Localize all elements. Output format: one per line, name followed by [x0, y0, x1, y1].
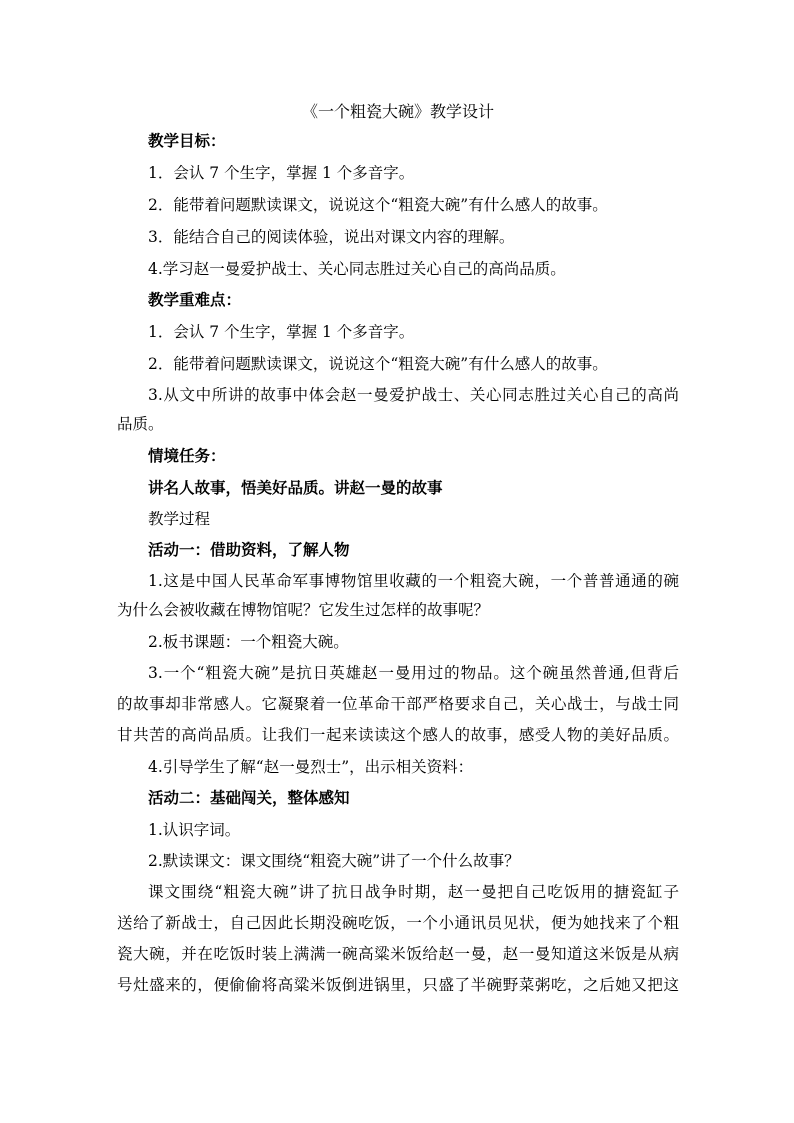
summary-line-3: 瓷大碗，并在吃饭时装上满满一碗高粱米饭给赵一曼，赵一曼知道这米饭是从病: [117, 945, 679, 963]
activity-1-heading: 活动一：借助资料，了解人物: [148, 540, 350, 559]
activity-2-heading: 活动二：基础闯关，整体感知: [148, 788, 350, 807]
summary-line-1: 课文围绕“粗瓷大碗”讲了抗日战争时期，赵一曼把自己吃饭用的搪瓷缸子: [148, 883, 679, 901]
objectives-heading: 教学目标：: [148, 131, 226, 150]
key-point-item-1: 1．会认 7 个生字，掌握 1 个多音字。: [148, 323, 415, 341]
activity-1-item-3-line-2: 的故事却非常感人。它凝聚着一位革命干部严格要求自己，关心战士，与战士同: [117, 695, 679, 713]
process-heading: 教学过程: [148, 510, 211, 528]
summary-line-4: 号灶盛来的，便偷偷将高粱米饭倒进锅里，只盛了半碗野菜粥吃，之后她又把这: [117, 976, 679, 994]
task-heading: 情境任务：: [148, 446, 226, 465]
activity-1-item-2: 2.板书课题：一个粗瓷大碗。: [148, 633, 349, 651]
objective-item-2: 2．能带着问题默读课文，说说这个“粗瓷大碗”有什么感人的故事。: [148, 196, 608, 214]
key-point-item-3-line-1: 3.从文中所讲的故事中体会赵一曼爱护战士、关心同志胜过关心自己的高尚: [148, 386, 679, 404]
objective-item-4: 4.学习赵一曼爱护战士、关心同志胜过关心自己的高尚品质。: [148, 260, 566, 278]
objective-item-1: 1．会认 7 个生字，掌握 1 个多音字。: [148, 164, 415, 182]
activity-1-item-4: 4.引导学生了解“赵一曼烈士”，出示相关资料：: [148, 758, 474, 776]
activity-1-item-3-line-3: 甘共苦的高尚品质。让我们一起来读读这个感人的故事，感受人物的美好品质。: [117, 726, 679, 744]
activity-1-item-1-line-2: 为什么会被收藏在博物馆呢？它发生过怎样的故事呢？: [117, 601, 490, 619]
task-text: 讲名人故事，悟美好品质。讲赵一曼的故事: [148, 478, 443, 497]
summary-line-2: 送给了新战士，自己因此长期没碗吃饭，一个小通讯员见状，便为她找来了个粗: [117, 914, 679, 932]
activity-1-item-3-line-1: 3.一个“粗瓷大碗”是抗日英雄赵一曼用过的物品。这个碗虽然普通,但背后: [148, 664, 679, 682]
activity-2-item-2: 2.默读课文：课文围绕“粗瓷大碗”讲了一个什么故事？: [148, 852, 520, 870]
activity-1-item-1-line-1: 1.这是中国人民革命军事博物馆里收藏的一个粗瓷大碗，一个普普通通的碗: [148, 572, 679, 590]
key-point-item-3-line-2: 品质。: [117, 415, 164, 433]
activity-2-item-1: 1.认识字词。: [148, 821, 241, 839]
key-point-item-2: 2．能带着问题默读课文，说说这个“粗瓷大碗”有什么感人的故事。: [148, 355, 608, 373]
document-title: 《一个粗瓷大碗》教学设计: [301, 102, 494, 121]
key-points-heading: 教学重难点：: [148, 290, 242, 309]
objective-item-3: 3．能结合自己的阅读体验，说出对课文内容的理解。: [148, 228, 515, 246]
